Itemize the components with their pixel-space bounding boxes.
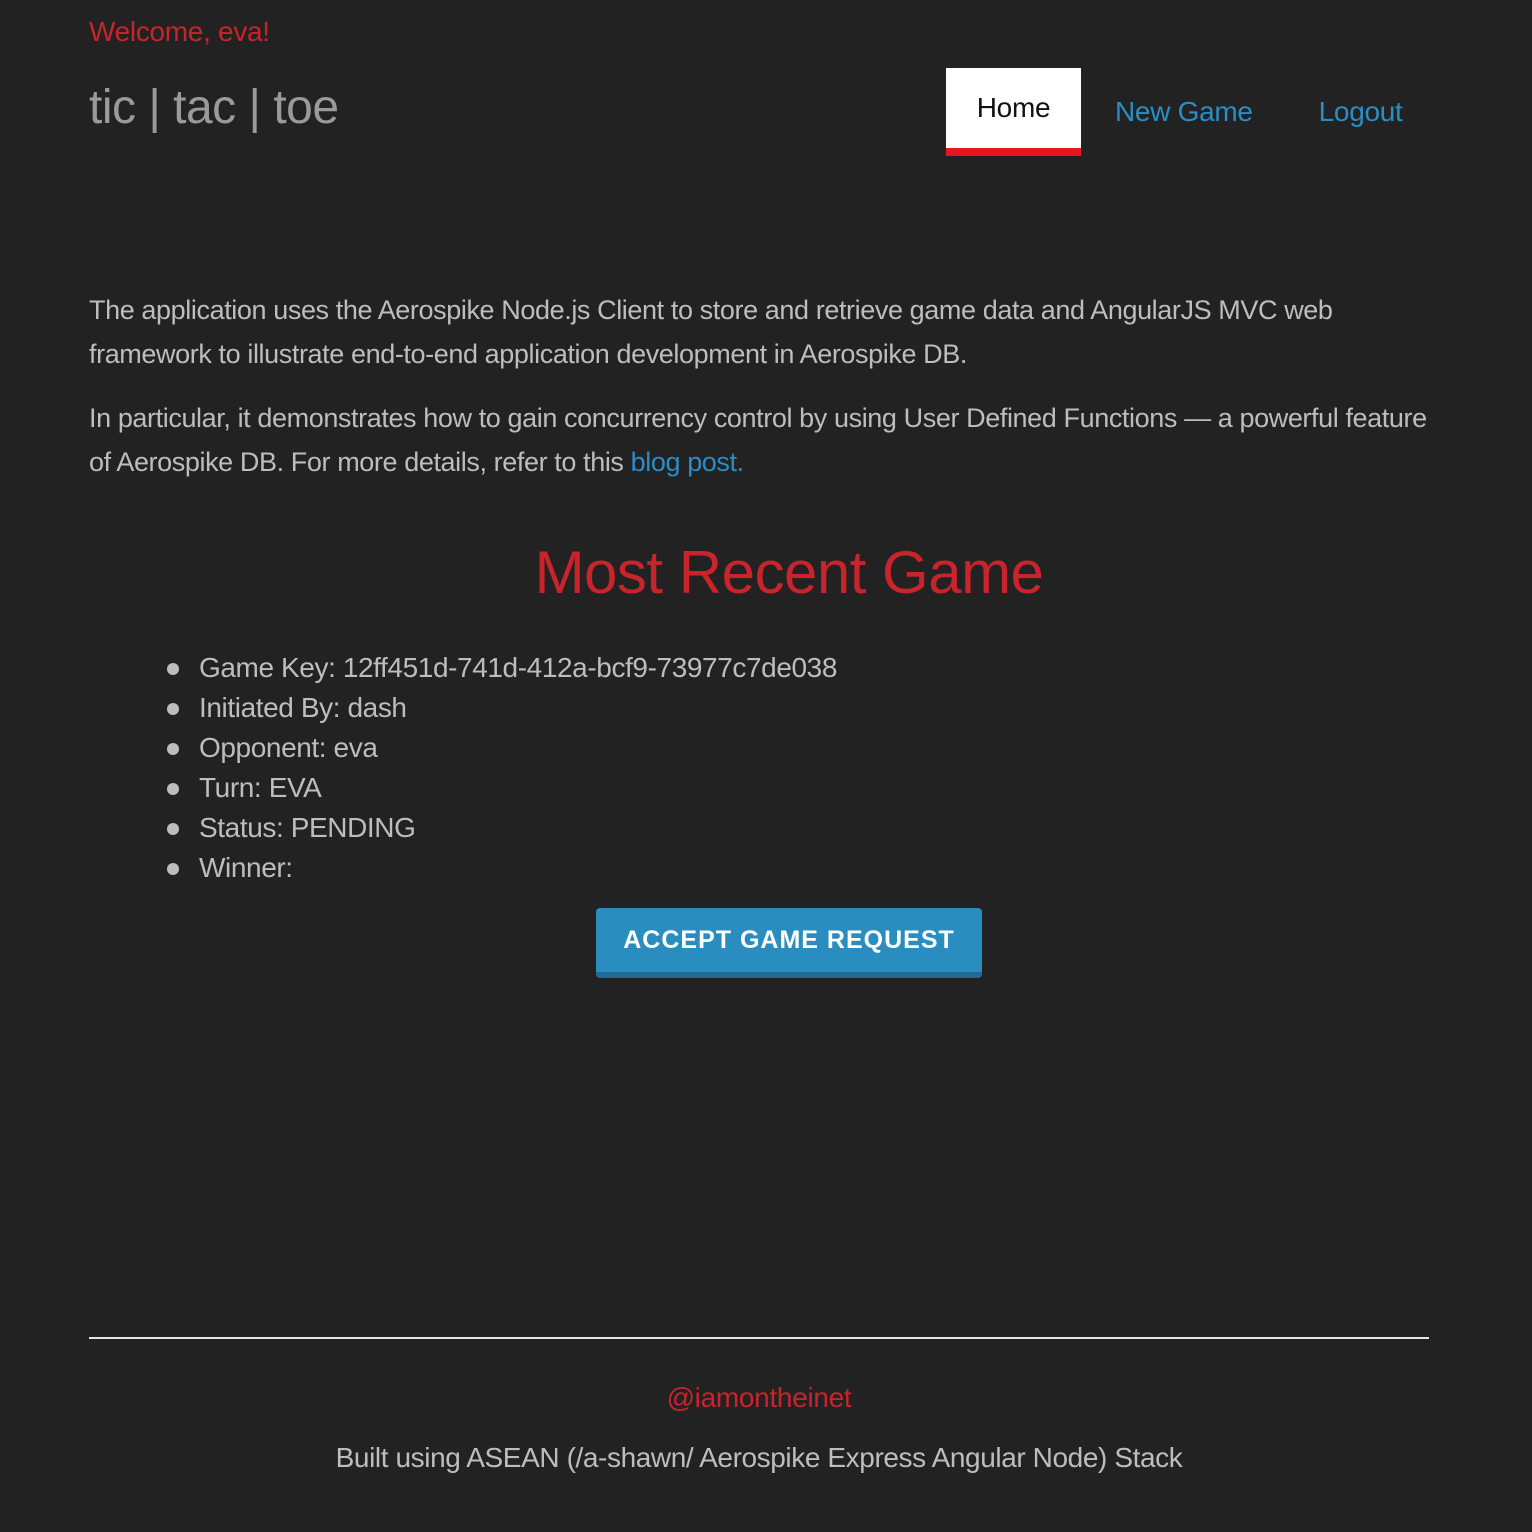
brand-title[interactable]: tic | tac | toe — [89, 81, 339, 134]
initiated-by-item: Initiated By: dash — [199, 688, 837, 728]
game-key-item: Game Key: 12ff451d-741d-412a-bcf9-73977c7de038 — [199, 648, 837, 688]
footer-divider — [89, 1337, 1429, 1339]
most-recent-game-title: Most Recent Game — [534, 539, 1044, 606]
nav-home[interactable]: Home — [946, 68, 1081, 156]
intro-paragraph-2 — [89, 396, 1429, 484]
welcome-message: Welcome, eva! — [89, 16, 270, 47]
intro-text — [89, 288, 1429, 504]
main-nav — [946, 68, 1435, 156]
turn-item: Turn: EVA — [199, 768, 837, 808]
twitter-handle-link[interactable]: @iamontheinet — [666, 1382, 852, 1413]
winner-item: Winner: — [199, 848, 837, 888]
status-item: Status: PENDING — [199, 808, 837, 848]
nav-new-game[interactable]: New Game — [1115, 96, 1253, 127]
opponent-item: Opponent: eva — [199, 728, 837, 768]
intro-paragraph-2-text: In particular, it demonstrates how to gain concurrency control by using User Defined Functions — a powerful feature of Aerospike DB. For more details, refer to this — [89, 403, 1427, 477]
nav-logout[interactable]: Logout — [1318, 96, 1403, 127]
intro-paragraph-1: The application uses the Aerospike Node.js Client to store and retrieve game data and AngularJS MVC web framework to illustrate end-to-end application development in Aerospike DB. — [89, 295, 1333, 369]
built-with-text: Built using ASEAN (/a-shawn/ Aerospike Express Angular Node) Stack — [335, 1442, 1183, 1473]
accept-game-request-button[interactable]: ACCEPT GAME REQUEST — [596, 908, 982, 978]
game-details-list — [199, 648, 837, 888]
blog-post-link[interactable]: blog post. — [630, 447, 744, 477]
